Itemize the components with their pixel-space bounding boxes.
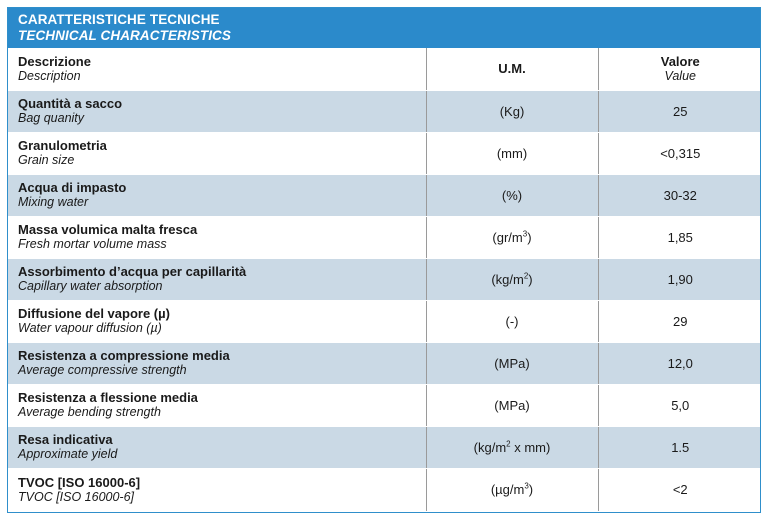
row-description	[8, 300, 426, 342]
header-um	[426, 48, 598, 90]
header-value-italian: Valore	[660, 53, 700, 69]
row-unit-base: (µg/m	[490, 482, 525, 497]
row-description	[8, 216, 426, 258]
row-unit-exponent: 3	[522, 229, 528, 239]
table-row	[8, 426, 761, 468]
row-unit	[426, 258, 598, 300]
row-label-english: Bag quanity	[18, 111, 85, 125]
row-description	[8, 90, 426, 132]
row-label-italian: Diffusione del vapore (µ)	[18, 306, 170, 321]
row-label-english: TVOC [ISO 16000-6]	[18, 489, 135, 504]
row-value-text: 1,85	[667, 229, 693, 245]
row-value	[598, 342, 761, 384]
row-label-english: Fresh mortar volume mass	[18, 237, 167, 251]
row-value	[598, 258, 761, 300]
row-unit-text	[474, 440, 551, 455]
row-unit	[426, 468, 598, 511]
table-title-italian: CARATTERISTICHE TECNICHE	[18, 12, 220, 27]
header-description-english: Description	[18, 68, 81, 83]
header-value-english: Value	[664, 68, 696, 83]
row-value-text: <2	[672, 482, 688, 497]
row-label-english: Water vapour diffusion (µ)	[18, 321, 162, 335]
row-description	[8, 174, 426, 216]
row-value	[598, 174, 761, 216]
table-row	[8, 258, 761, 300]
row-description	[8, 426, 426, 468]
row-unit-text: (%)	[501, 187, 523, 203]
row-unit	[426, 216, 598, 258]
row-description	[8, 132, 426, 174]
table-row	[8, 90, 761, 132]
row-label-italian: Resistenza a flessione media	[18, 390, 198, 405]
header-description-italian: Descrizione	[18, 53, 91, 69]
row-unit	[426, 132, 598, 174]
row-description	[8, 468, 426, 511]
row-value	[598, 384, 761, 426]
technical-characteristics-table	[7, 7, 761, 513]
row-value-text: <0,315	[660, 145, 701, 161]
row-unit-exponent: 2	[506, 439, 511, 449]
header-description	[8, 48, 426, 90]
row-unit-text	[491, 272, 532, 287]
row-unit-text	[492, 230, 531, 245]
row-description	[8, 258, 426, 300]
row-value-text: 1.5	[671, 439, 690, 455]
row-label-italian: Resa indicativa	[18, 432, 113, 447]
row-unit-text: (mm)	[496, 145, 528, 161]
characteristics-grid	[8, 48, 761, 512]
row-unit-tail: x mm)	[510, 439, 551, 455]
row-label-english: Average compressive strength	[18, 363, 187, 377]
row-value	[598, 300, 761, 342]
row-unit-tail: )	[527, 229, 532, 245]
row-value	[598, 216, 761, 258]
row-label-italian: Granulometria	[18, 138, 107, 153]
row-description	[8, 384, 426, 426]
table-title-bar	[8, 8, 760, 48]
table-row	[8, 384, 761, 426]
row-unit	[426, 426, 598, 468]
row-value	[598, 426, 761, 468]
row-unit-exponent: 3	[524, 481, 529, 491]
row-value-text: 30-32	[663, 187, 697, 203]
row-unit-base: (gr/m	[492, 229, 523, 245]
row-unit	[426, 342, 598, 384]
row-label-english: Average bending strength	[18, 405, 161, 419]
row-unit-base: (kg/m	[491, 271, 524, 287]
row-value	[598, 132, 761, 174]
row-label-english: Mixing water	[18, 195, 89, 209]
row-label-italian: Resistenza a compressione media	[18, 348, 230, 363]
row-unit	[426, 384, 598, 426]
row-unit	[426, 174, 598, 216]
table-row	[8, 468, 761, 511]
header-um-label: U.M.	[498, 61, 526, 77]
row-label-italian: TVOC [ISO 16000-6]	[18, 474, 141, 490]
row-label-italian: Massa volumica malta fresca	[18, 222, 198, 237]
row-unit-text: (Kg)	[499, 103, 525, 119]
table-row	[8, 174, 761, 216]
row-value-text: 25	[673, 103, 688, 119]
row-label-english: Approximate yield	[18, 447, 118, 461]
column-header-row	[8, 48, 761, 90]
row-description	[8, 342, 426, 384]
row-value-text: 1,90	[667, 271, 693, 287]
row-label-english: Capillary water absorption	[18, 279, 163, 293]
row-value	[598, 468, 761, 511]
row-unit-text: (MPa)	[494, 355, 530, 371]
row-unit-base: (kg/m	[473, 439, 507, 455]
row-unit	[426, 300, 598, 342]
row-label-italian: Assorbimento d’acqua per capillarità	[18, 264, 247, 279]
row-unit-exponent: 2	[523, 271, 529, 281]
row-value-text: 12,0	[667, 355, 693, 371]
row-unit-tail: )	[528, 482, 534, 497]
row-unit-text	[491, 482, 533, 497]
row-label-italian: Quantità a sacco	[18, 96, 123, 111]
row-unit-text: (MPa)	[494, 397, 530, 413]
row-unit-text: (-)	[505, 313, 519, 329]
table-row	[8, 132, 761, 174]
table-row	[8, 342, 761, 384]
row-label-italian: Acqua di impasto	[18, 180, 127, 195]
row-value	[598, 90, 761, 132]
row-label-english: Grain size	[18, 153, 75, 167]
table-row	[8, 216, 761, 258]
row-value-text: 5,0	[671, 397, 690, 413]
row-value-text: 29	[673, 313, 688, 329]
header-value	[598, 48, 761, 90]
row-unit	[426, 90, 598, 132]
table-row	[8, 300, 761, 342]
row-unit-tail: )	[528, 271, 533, 287]
table-title-english: TECHNICAL CHARACTERISTICS	[18, 28, 232, 43]
